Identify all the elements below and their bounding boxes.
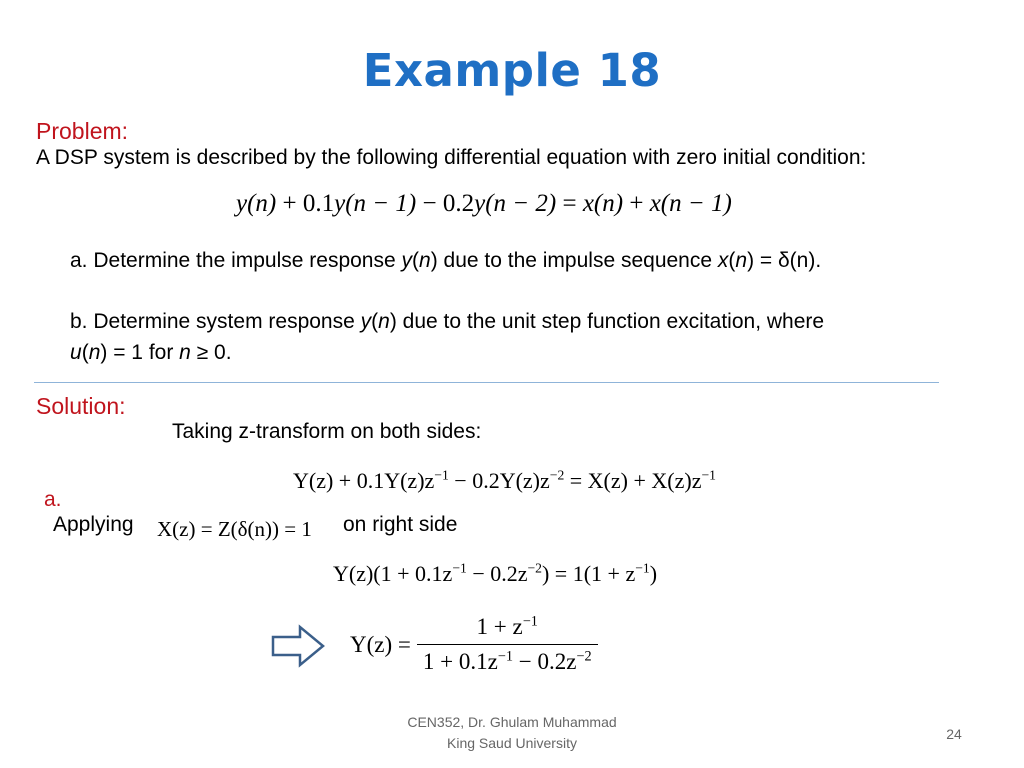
divider-line	[34, 382, 939, 383]
footer-course: CEN352, Dr. Ghulam Muhammad	[407, 714, 617, 730]
fraction-numerator: $1 + z^{-1}$	[476, 613, 538, 639]
result-equation: Y(z) = $\frac{1 + z^{-1}}{1 + 0.1z^{-1} - 0.2z^{-2}}$	[350, 614, 598, 675]
item-a-text: a. Determine the impulse response y(n) due to the impulse sequence x(n) = δ(n).	[70, 249, 822, 272]
item-b-text: b. Determine system response y(n) due to the unit step function excitation, where	[70, 310, 825, 333]
transfer-function-fraction	[417, 614, 598, 675]
page-number: 24	[946, 726, 962, 742]
right-arrow-outline-icon	[270, 624, 326, 668]
difference-equation: y(n) + 0.1y(n − 1) − 0.2y(n − 2) = x(n) + x(n − 1)	[236, 190, 732, 217]
fraction-denominator: $1 + 0.1z^{-1} - 0.2z^{-2}$	[422, 648, 592, 674]
applying-equation: X(z) = Z(δ(n)) = 1	[157, 517, 312, 541]
ztransform-text: Taking z-transform on both sides:	[172, 420, 482, 443]
slide-title: Example 18	[362, 44, 662, 97]
right-side-text: on right side	[343, 513, 458, 536]
part-a-label: a.	[44, 488, 62, 511]
problem-text: A DSP system is described by the following differential equation with zero initial condition:	[36, 146, 867, 169]
applying-text: Applying	[53, 513, 134, 536]
factored-equation: $Y(z)(1 + 0.1z^{-1} - 0.2z^{-2}) = 1(1 + z^{-1})$	[333, 560, 658, 586]
solution-label: Solution:	[36, 393, 126, 419]
ztransform-equation: $Y(z) + 0.1Y(z)z^{-1} - 0.2Y(z)z^{-2} = X(z) + X(z)z^{-1}$	[293, 467, 716, 493]
item-b-text-line2: u(n) = 1 for n ≥ 0.	[70, 341, 232, 364]
problem-label: Problem:	[36, 118, 129, 144]
footer-university: King Saud University	[447, 735, 577, 751]
